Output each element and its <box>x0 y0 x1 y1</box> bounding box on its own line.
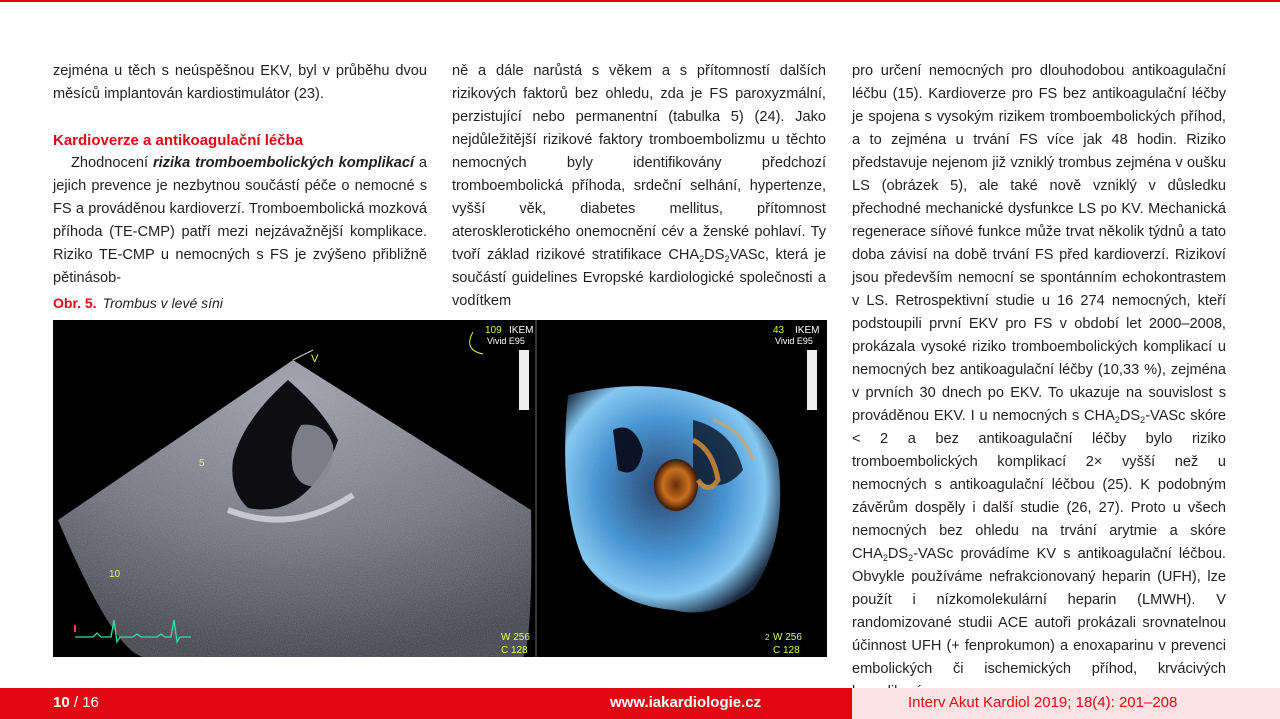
text-column-2 <box>452 60 826 313</box>
page-number: 10 / 16 <box>53 694 99 711</box>
probe-marker: V <box>311 353 319 365</box>
grayscale-bar-left <box>519 350 529 410</box>
echo-image <box>53 320 827 657</box>
figure-caption-text: Trombus v levé síni <box>102 295 223 311</box>
mode-label: 2 <box>765 633 770 642</box>
window-width-right: W 256 <box>773 632 802 643</box>
frame-number-right: 43 <box>773 325 785 336</box>
paragraph: pro určení nemocných pro dlouhodobou antikoagulační léčbu (15). Kardioverze pro FS bez antikoagulační léčby je spojena s vysokým rizikem tromboembolických příhod, a to zejména u trvání FS více jak 48 hodin. Riziko představuje nejenom již vzniklý trombus zejména v oušku LS (obrázek 5), ale také nově vzniklý v důsledku přechodné mechanické dysfunkce LS po KV. Mechanická regenerace síňové funkce může trvat několik týdnů a tato doba závisí na době trvání FS před kardioverzí. Rizikoví jsou především nemocní se spontánním echokontrastem v LS. Retrospektivní studie u 16 274 nemocných, kteří podstoupili první EKV pro FS v období let 2000–2008, prokázala vysoké riziko tromboembolických komplikací u nemocných bez antikoagulační léčby (10,33 %), zejména v prvních 30 dnech po EKV. To ukazuje na souvislost s prováděnou EKV. I u nemocných s $CHA_2DS_2$-VASc skóre < 2 a bez antikoagulační léčby bylo riziko tromboembolických komplikací 2× vyšší než u nemocných s antikoagulační léčbou (25). K podobným závěrům dospěly i další studie (26, 27). Proto u všech nemocných bez ohledu na trvání arytmie a skóre $CHA_2DS_2$-VASc provádíme KV s antikoagulační léčbou. Obvykle používáme nefrakcionovaný heparin (UFH), lze použít i nízkomolekulární heparin (LMWH). V randomizované studii ACE autoři prokázali srovnatelnou účinnost UFH (+ fenprokumon) a enoxaparinu v prevenci embolických či ischemických příhod, krvácivých <box>852 63 1226 677</box>
emphasis: rizika tromboembolických komplikací <box>152 155 415 171</box>
echo-3d-panel <box>565 325 819 656</box>
website-link[interactable]: www.iakardiologie.cz <box>610 694 762 711</box>
device-label-right: Vivid E95 <box>775 336 813 346</box>
section-heading: Kardioverze a antikoagulační léčba <box>53 132 304 149</box>
frame-number-left: 109 <box>485 325 502 336</box>
echo-figure <box>53 320 827 657</box>
page-footer <box>0 688 1280 719</box>
window-width-left: W 256 <box>501 632 530 643</box>
paragraph: zejména u těch s neúspěšnou EKV, byl v průběhu dvou měsíců implantován kardiostimulátor (23). <box>53 63 427 102</box>
paragraph: ně a dále narůstá s věkem a s přítomností dalších rizikových faktorů bez ohledu, zda je FS paroxyzmální, perzistující nebo permanentní (tabulka 5) (24). Jako nejdůležitější rizikové faktory tromboembolizmu u těchto nemocných byly identifikovány předchozí tromboembolická příhoda, srdeční selhání, hypertenze, vyšší věk, diabetes mellitus, přítomnost aterosklerotického onemocnění cév a ženské pohlaví. Ty tvoří základ rizikové stratifikace $CHA_2DS_2VASc$, která je součástí guidelines Evropské kardiologické společnosti a vodítkem <box>452 63 826 309</box>
figure-caption <box>53 294 223 312</box>
depth-label-10: 10 <box>109 569 121 580</box>
device-label-left: Vivid E95 <box>487 336 525 346</box>
window-center-right: C 128 <box>773 645 800 656</box>
echo-overlay-left <box>470 325 534 410</box>
text-column-3 <box>852 60 1226 704</box>
institution-label-left: IKEM <box>509 325 534 336</box>
thrombus-3d <box>654 459 698 511</box>
figure-label: Obr. 5. <box>53 295 97 311</box>
journal-citation: Interv Akut Kardiol 2019; 18(4): 201–208 <box>908 694 1178 711</box>
window-center-left: C 128 <box>501 645 528 656</box>
paragraph: Zhodnocení rizika tromboembolických komplikací a jejich prevence je nezbytnou součástí péče o nemocné s FS a prováděnou kardioverzí. Tromboembolická mozková příhoda (TE-CMP) patří mezi nejzávažnější komplikace. Riziko TE-CMP u nemocných s FS je zvýšeno přibližně pětinásob- <box>53 155 428 286</box>
grayscale-bar-right <box>807 350 817 410</box>
top-rule <box>0 0 1280 2</box>
text-column-1 <box>53 60 427 290</box>
depth-label-5: 5 <box>199 458 205 469</box>
echo-2d-panel <box>58 350 531 657</box>
institution-label-right: IKEM <box>795 325 820 336</box>
